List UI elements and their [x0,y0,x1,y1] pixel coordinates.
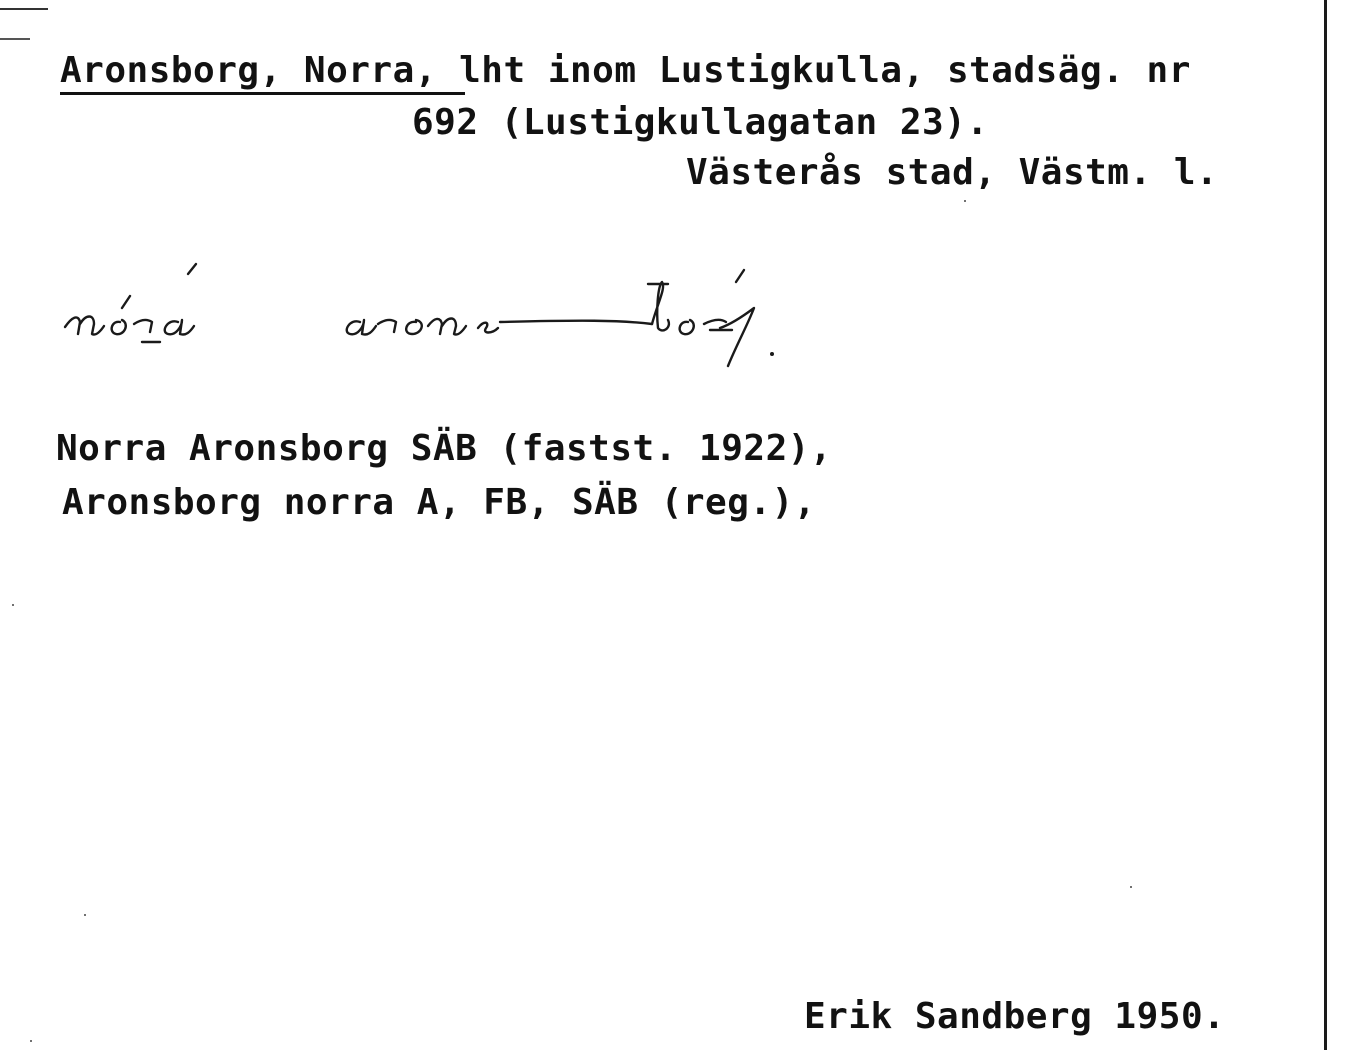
header-line-3: Västerås stad, Västm. l. [686,152,1219,193]
handwriting-drawing [60,262,820,382]
names-line-1: Norra Aronsborg SÄB (fastst. 1922), [56,428,833,469]
signature: Erik Sandberg 1950. [804,996,1226,1037]
header-line-1 [60,50,1191,92]
scan-speck [1130,886,1132,888]
header-line-2: 692 (Lustigkullagatan 23). [412,102,989,143]
scan-mark [0,38,30,40]
names-line-2: Aronsborg norra A, FB, SÄB (reg.), [62,482,816,523]
scan-mark [0,8,48,10]
handwritten-note [60,262,820,382]
scan-speck [12,604,14,606]
header-line-1-rest: , lht inom Lustigkulla, stadsäg. nr [414,50,1191,91]
scan-speck [30,1040,32,1042]
place-name: Aronsborg, Norra [60,50,415,91]
scan-speck [964,200,966,202]
place-name-underline [60,92,465,95]
card-right-edge [1324,0,1327,1050]
scan-speck [84,914,86,916]
